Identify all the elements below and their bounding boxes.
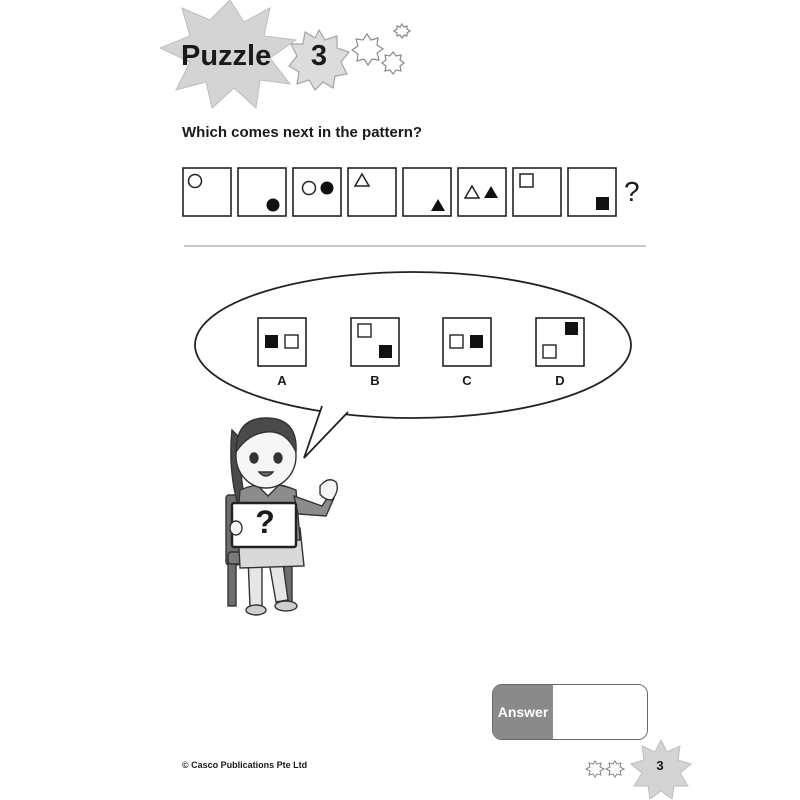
answer-box <box>492 684 648 740</box>
girl-illustration <box>226 418 337 615</box>
option-c-label: C <box>462 373 472 388</box>
option-b-card <box>351 318 399 366</box>
option-c-card <box>443 318 491 366</box>
next-item-question-mark: ? <box>624 176 640 207</box>
question-text: Which comes next in the pattern? <box>182 124 423 141</box>
tablet-question-mark: ? <box>255 504 275 540</box>
answer-label: Answer <box>493 685 553 739</box>
option-d-label: D <box>555 373 565 388</box>
puzzle-title: Puzzle <box>181 40 272 72</box>
option-a-label: A <box>277 373 287 388</box>
option-a-card <box>258 318 306 366</box>
footer-gears-icon <box>584 756 630 782</box>
answer-field[interactable] <box>553 685 647 739</box>
puzzle-number: 3 <box>310 40 328 72</box>
copyright-notice: © Casco Publications Pte Ltd <box>182 760 308 770</box>
option-b-label: B <box>370 373 380 388</box>
option-d-card <box>536 318 584 366</box>
page-number: 3 <box>656 758 664 773</box>
